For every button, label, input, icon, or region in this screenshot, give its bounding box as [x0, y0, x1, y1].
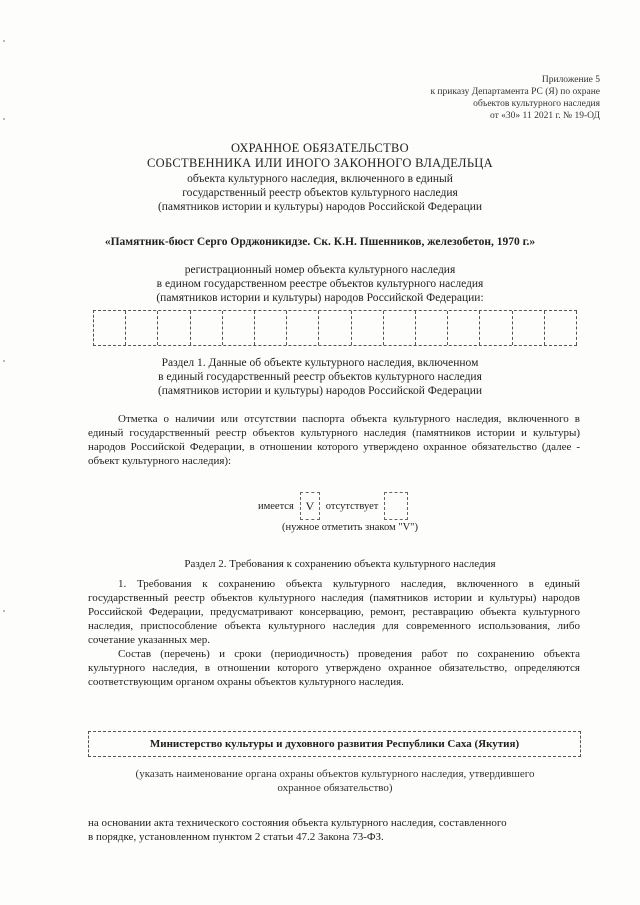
scan-speck	[3, 118, 5, 120]
section-1-line: Раздел 1. Данные об объекте культурного наследия, включенном	[161, 357, 479, 369]
reg-digit-cell[interactable]	[158, 311, 190, 345]
reg-digit-cell[interactable]	[287, 311, 319, 345]
section-2-heading: Раздел 2. Требования к сохранению объекта культурного наследия	[184, 558, 496, 570]
section-2-body	[88, 577, 580, 689]
registration-caption	[60, 263, 580, 305]
registration-line: в едином государственном реестре объектов культурного наследия	[156, 278, 484, 290]
passport-checkbox-row	[258, 491, 478, 521]
subtitle-line: объекта культурного наследия, включенного в единый	[187, 173, 453, 185]
reg-digit-cell[interactable]	[448, 311, 480, 345]
registration-number-boxes[interactable]	[93, 310, 577, 346]
scan-speck	[3, 360, 5, 362]
no-passport-label: отсутствует	[325, 500, 379, 512]
reg-digit-cell[interactable]	[513, 311, 545, 345]
reg-digit-cell[interactable]	[545, 311, 577, 345]
reg-digit-cell[interactable]	[223, 311, 255, 345]
appendix-line: объектов культурного наследия	[473, 99, 600, 109]
appendix-order-date: от «30» 11 2021 г. № 19-ОД	[490, 111, 600, 121]
document-subtitle	[60, 172, 580, 214]
reg-digit-cell[interactable]	[191, 311, 223, 345]
passport-paragraph	[88, 412, 580, 468]
document-title	[60, 141, 580, 171]
title-line: ОХРАННОЕ ОБЯЗАТЕЛЬСТВО	[230, 141, 409, 155]
authority-field-note	[90, 767, 580, 795]
basis-paragraph	[88, 816, 583, 844]
registration-line: (памятников истории и культуры) народов Российской Федерации:	[156, 292, 484, 304]
reg-digit-cell[interactable]	[384, 311, 416, 345]
reg-digit-cell[interactable]	[94, 311, 126, 345]
registration-line: регистрационный номер объекта культурного наследия	[184, 264, 456, 276]
protection-authority-field[interactable]: Министерство культуры и духовного развития Республики Саха (Якутия)	[88, 731, 581, 757]
has-passport-checkbox[interactable]: V	[300, 492, 320, 520]
reg-digit-cell[interactable]	[255, 311, 287, 345]
appendix-line: Приложение 5	[541, 75, 600, 85]
works-paragraph: Состав (перечень) и сроки (периодичность) проведения работ по сохранению объекта культурного наследия, в отношении которого утверждено охранное обязательство, определяются соответствующим органом охраны объектов культурного наследия.	[88, 648, 580, 688]
section-1-line: в единый государственный реестр объектов культурного наследия	[158, 371, 482, 383]
reg-digit-cell[interactable]	[319, 311, 351, 345]
subtitle-line: государственный реестр объектов культурного наследия	[182, 187, 458, 199]
subtitle-line: (памятников истории и культуры) народов Российской Федерации	[157, 201, 483, 213]
no-passport-checkbox[interactable]	[384, 492, 408, 520]
reg-digit-cell[interactable]	[480, 311, 512, 345]
passport-text: Отметка о наличии или отсутствии паспорта объекта культурного наследия, включенного в единый государственный реестр объектов культурного наследия (памятников истории и культуры) народов Российской Федерации, в отношении которого утверждено охранное обязательство (далее - объект культурного наследия):	[88, 413, 580, 467]
reg-digit-cell[interactable]	[352, 311, 384, 345]
authority-note-line: (указать наименование органа охраны объектов культурного наследия, утвердившего	[135, 768, 535, 780]
requirements-paragraph: 1. Требования к сохранению объекта культурного наследия, включенного в единый государственный реестр объектов культурного наследия (памятников истории и культуры) народов Российской Федерации, предусматривают консервацию, ремонт, реставрацию объекта культурного наследия, приспособление объекта культурного наследия для современного использования, либо сочетание указанных мер.	[88, 578, 580, 646]
object-name: «Памятник-бюст Серго Орджоникидзе. Ск. К.Н. Пшенников, железобетон, 1970 г.»	[104, 236, 536, 248]
section-1-line: (памятников истории и культуры) народов Российской Федерации	[157, 385, 483, 397]
checkbox-note: (нужное отметить знаком "V")	[282, 522, 418, 533]
has-passport-label: имеется	[258, 500, 294, 512]
appendix-note	[340, 74, 600, 122]
basis-line: на основании акта технического состояния объекта культурного наследия, составленного	[88, 817, 507, 829]
basis-line: в порядке, установленном пунктом 2 статьи 47.2 Закона 73-ФЗ.	[88, 831, 384, 843]
reg-digit-cell[interactable]	[126, 311, 158, 345]
section-1-heading	[60, 356, 580, 398]
authority-note-line: охранное обязательство)	[277, 782, 393, 794]
scan-speck	[3, 40, 5, 42]
scan-speck	[3, 610, 5, 612]
reg-digit-cell[interactable]	[416, 311, 448, 345]
title-line: СОБСТВЕННИКА ИЛИ ИНОГО ЗАКОННОГО ВЛАДЕЛЬЦА	[147, 156, 493, 170]
appendix-line: к приказу Департамента РС (Я) по охране	[430, 87, 600, 97]
